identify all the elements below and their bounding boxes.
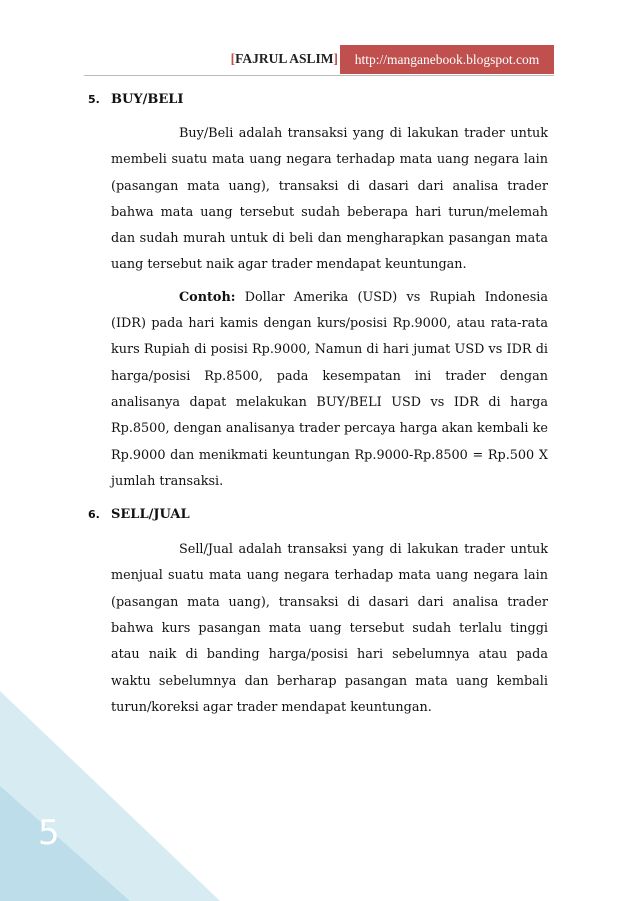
example-text: Dollar Amerika (USD) vs Rupiah Indonesia (IDR) pada hari kamis dengan kurs/posisi Rp.9000, atau rata-rata kurs Rupiah di posisi Rp.9000, Namun di hari jumat USD vs IDR di harga/posisi Rp.8500, pada kesempatan ini trader dengan analisanya dapat melakukan BUY/BELI USD vs IDR di harga Rp.8500, dengan analisanya trader percaya harga akan kembali ke Rp.9000 dan menikmati keuntungan Rp.9000-Rp.8500 = Rp.500 X jumlah transaksi. (111, 289, 548, 489)
section-number: 5. (88, 93, 100, 106)
page-content (90, 88, 548, 721)
buy-paragraph: Buy/Beli adalah transaksi yang di lakukan trader untuk membeli suatu mata uang negara terhadap mata uang negara lain (pasangan mata uang), transaksi di dasari dari analisa trader bahwa mata uang tersebut sudah beberapa hari turun/melemah dan sudah murah untuk di beli dan mengharapkan pasangan mata uang tersebut naik agar trader mendapat keuntungan. (111, 126, 548, 273)
example-label: Contoh: (179, 289, 236, 305)
page-number: 5 (38, 813, 60, 853)
section-title: BUY/BELI (111, 92, 184, 107)
buy-example-paragraph (111, 285, 548, 495)
header-author-name: FAJRUL ASLIM (235, 51, 334, 66)
header-url-badge: http://manganebook.blogspot.com (340, 45, 554, 74)
section-number: 6. (88, 508, 100, 522)
header-divider (84, 75, 554, 76)
section-title: SELL/JUAL (111, 507, 190, 523)
sell-paragraph: Sell/Jual adalah transaksi yang di lakukan trader untuk menjual suatu mata uang negara terhadap mata uang negara lain (pasangan mata uang), transaksi di dasari dari analisa trader bahwa kurs pasangan mata uang tersebut sudah terlalu tinggi atau naik di banding harga/posisi hari sebelumnya atau pada waktu sebelumnya dan berharap pasangan mata uang kembali turun/koreksi agar trader mendapat keuntungan. (111, 542, 548, 715)
section-heading-buy (90, 88, 548, 112)
header-author: [FAJRUL ASLIM] (230, 51, 338, 66)
page-header (0, 45, 638, 75)
section-heading-sell (90, 503, 548, 527)
page-corner-decoration (0, 691, 220, 901)
